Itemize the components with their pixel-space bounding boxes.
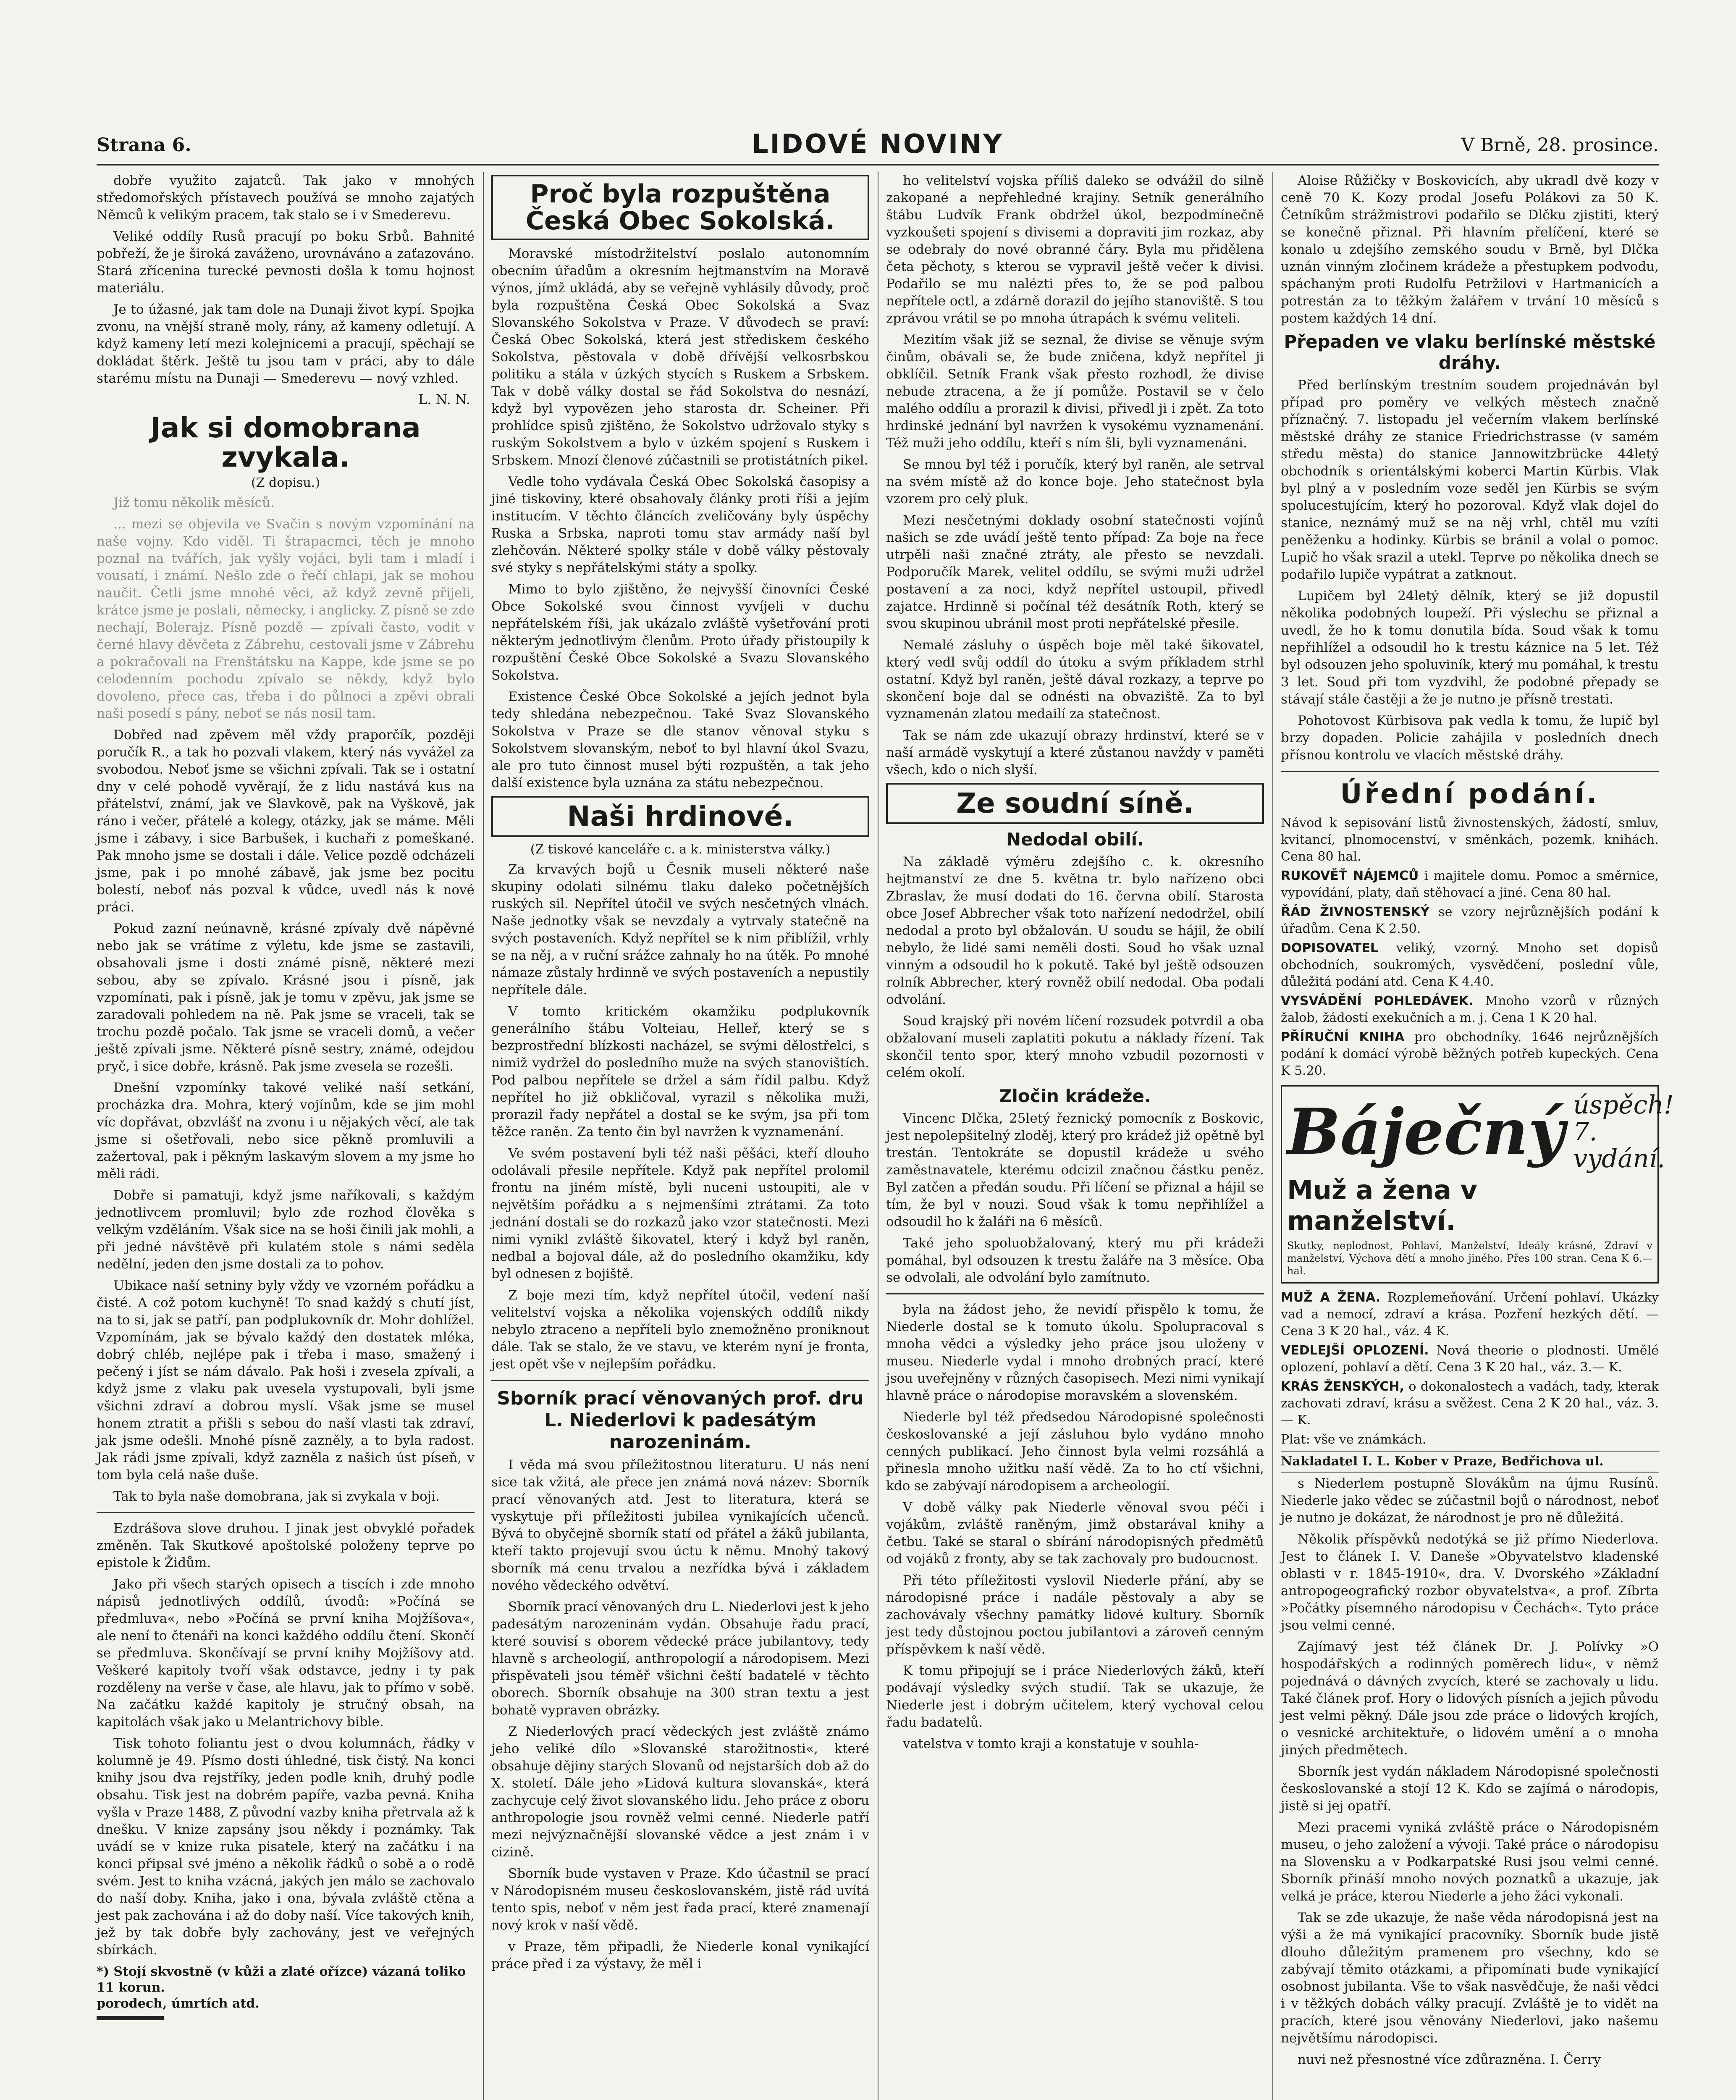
section-divider [886,1293,1264,1294]
article-paragraph: I věda má svou příležitostnou literaturu. U nás není sice tak vžitá, ale přece jen známá nová název: Sborník prací věnovaných atd. Jest to literatura, která se vyskytuje při příležitosti jubilea vynikajících učenců. Bývá to obyčejně sborník statí od přátel a žáků jubilanta, kteří takto projevují svou úctu k němu. Mnohý takový sborník má cenu trvalou a nezřídka bývá i základem nového vědeckého odvětví. [491,1457,869,1593]
ad-item [1281,904,1659,937]
article-paragraph: Existence České Obce Sokolské a jejích jednot byla tedy shledána nebezpečnou. Také Svaz Slovanského Sokolstva v Praze se dle stanov věnoval styku s Sokolstvem slovanským, neboť to byl hlavní úkol Svazu, ale pro tuto činnost musel býti rozpuštěn, a tak jeho další existence byla uznána za státu nebezpečnou. [491,689,869,790]
article-paragraph: Tisk tohoto foliantu jest o dvou kolumnách, řádky v kolumně je 49. Písmo dosti úhledné, tisk čistý. Na konci knihy jsou dva rejstříky, jeden podle knih, druhý podle obsahu. Tisk jest na dobrém papíře, vazba pevná. Kniha vyšla v Praze 1488, Z původní vazby kniha přetrvala až k dnešku. V knize zapsány jsou někdy i poznámky. Tak uvádí se v knize ruka pisatele, který na začátku i na konci připsal své jméno a několik řádků o sobě a o rodě svém. Jest to kniha vzácná, jakých jen málo se zachovalo do naší doby. Kniha, jako i ona, bývala zvláště ctěna a jest pak zachována i až do doby naší. Více takových knih, jež by tak dobře byly zachovány, jest ve veřejných sbírkách. [97,1736,475,1958]
article-paragraph: s Niederlem postupně Slovákům na újmu Rusínů. Niederle jako vědec se zúčastnil bojů o národnost, neboť je nutno je dokázat, že národnost je pro ně důležitá. [1281,1476,1659,1525]
article-paragraph: Již tomu několik měsíců. [113,495,275,510]
ad-item-name: ŘÁD ŽIVNOSTENSKÝ [1281,905,1430,919]
article-paragraph: Dnešní vzpomínky takové veliké naší setkání, procházka dra. Mohra, který vojínům, kde se jim mohl víc dopřávat, obzvlášť na zvonu i u nějakých věcí, ale tak jsme si ošetřovali, nebo sice pěkně promluvili a zažertoval, pak i pěkným laskavým slovem a my jsme ho měli rádi. [97,1080,475,1181]
column-4 [1281,172,1674,2100]
ad-item-name: VYSVÁDĚNÍ POHLEDÁVEK. [1281,994,1474,1008]
ad-item-text: Mnoho vzorů v různých žalob, žádostí exekučních a m. j. Cena 1 K 20 hal. [1281,994,1659,1025]
ad-item [1281,1029,1659,1079]
ad-side-text: 7. vydání. [1573,1117,1665,1173]
ad-item [1281,1431,1659,1448]
ad-item [1281,940,1659,990]
article-paragraph: v Praze, těm připadli, že Niederle konal vynikající práce před i za výstavy, že měl i [491,1939,869,1971]
article-note: (Z dopisu.) [251,475,320,490]
article-signature: L. N. N. [418,391,470,407]
ad-side-text: úspěch! [1573,1090,1674,1120]
article-paragraph: Je to úžasné, jak tam dole na Dunaji život kypí. Spojka zvonu, na vnější straně moly, rány, až kameny odletují. A když kameny letí mezi kolejnicemi a pracují, spěchají se dokládat štěrk. Ještě tu jsou tam v práci, aby to dále starému místu na Dunaji — Smederevu — nový vzhled. [97,302,475,386]
article-paragraph: Mezi pracemi vyniká zvláště práce o Národopisném museu, o jeho založení a vývoji. Také práce o národopisu na Slovensku a v Podkarpatské Rusi jsou velmi cenné. Sborník přináší mnoho nových poznatků a ukazuje, jak velká je práce, kterou Niederle a jeho žáci vykonali. [1281,1820,1659,1904]
publisher-line: Nakladatel I. L. Kober v Praze, Bedřichova ul. [1281,1451,1659,1473]
article-paragraph: K tomu připojují se i práce Niederlových žáků, kteří podávají výsledky svých studií. Tak se ukazuje, že Niederle jest i dobrým učitelem, který vychoval celou řadu badatelů. [886,1663,1264,1730]
article-paragraph: Dobře si pamatuji, když jsme naříkovali, s každým jednotlivcem promluvil; bylo zde rozhod člověka s velkým vzděláním. Však sice na se hoši činili jak mohli, a při jedné návštěvě při kulatém stole s námi seděla nedělní, jeden den jsme dostali za to pohov. [97,1188,475,1272]
article-paragraph: Několik příspěvků nedotýká se již přímo Niederlova. Jest to článek I. V. Daneše »Obyvatelstvo kladenské oblasti v r. 1845-1910«, dra. V. Dvorského »Základní antropogeografický rozbor obyvatelstva«, a prof. Zíbrta »Počátky písemného národopisu v Čechách«. Tyto práce jsou velmi cenné. [1281,1532,1659,1633]
article-paragraph: Tak se zde ukazuje, že naše věda národopisná jest na výši a že má vynikající pracovníky. Sborník bude jistě dlouho důležitým pramenem pro všechny, kdo se zabývají těmito otázkami, a připomínati bude vynikající osobnost jubilanta. Vše to však nasvědčuje, že naši vědci i v těžkých dobách války pracují. Zvláště je to vidět na pracích, které jsou věnovány Niederlovi, jako našemu největšímu národopisci. [1281,1910,1659,2046]
headline-hrdinove: Naši hrdinové. [567,800,794,832]
article-paragraph: Dobřed nad zpěvem měl vždy praporčík, později poručík R., a tak ho pozvali vlakem, který nás vyvážel za svobodou. Neboť jsme se všichni zpívali. Tak se i ostatní dny v celé pohodě vyvěrají, že z lidu nastává kus na přátelství, známí, jak ve Slavkově, pak na Vyškově, jak ráno i večer, přátelé a kolegy, otázky, jak se máme. Měli jsme i zábavy, i sice Barbušek, i kuchaři z pomeškané. Pak mnoho jsme se dostali i dále. Velice pozdě odcházeli jsme, pak i po mnohé zábavě, jak jsme bez pocitu bolestí, neboť nás pozval k vůdce, uvedl nás k nové práci. [97,727,475,915]
ad-item-name: MUŽ A ŽENA. [1281,1290,1381,1305]
article-paragraph: byla na žádost jeho, že nevidí přispělo k tomu, že Niederle dostal se k tomuto úkolu. Spolupracoval s mnoha vědci a výsledky jeho práce jsou uloženy v museu. Niederle vydal i mnoho drobných prací, které jsou uveřejněny v různých časopisech. Mezi nimi vynikají hlavně práce o národopise moravském a slovenském. [886,1302,1264,1403]
article-paragraph: Jako při všech starých opisech a tiscích i zde mnoho nápisů jednotlivých oddílů, úvodů: »Počíná se předmluva«, nebo »Počíná se první kniha Mojžíšova«, ale není to čtenáři na konci každého oddílu čtení. Skončí se předmluva. Skončívají se první knihy Mojžíšovy atd. Veškeré kapitoly tvoří však odstavce, jedny i ty pak rozděleny na verše v čase, ale hlavu, jak to přímo v sobě. Na začátku každé kapitoly je stručný obsah, na kapitolách však jako u Melantrichovy bible. [97,1577,475,1730]
article-paragraph: Ezdrášova slove druhou. I jinak jest obvyklé pořadek změněn. Tak Skutkové apoštolské položeny teprve po epistole k Židům. [97,1521,475,1570]
article-paragraph: Se mnou byl též i poručík, který byl raněn, ale setrval na svém místě až do konce boje. Jeho statečnost byla vzorem pro celý pluk. [886,457,1264,507]
article-paragraph: Moravské místodržitelství poslalo autonomním obecním úřadům a okresním hejtmanstvím na Moravě výnos, jímž ukládá, aby se veřejně vyhlásily důvody, proč byla rozpuštěna Česká Obec Sokolská a Svaz Slovanského Sokolstva v Praze. V důvodech se praví: Česká Obec Sokolská, která jest střediskem českého Sokolstva, pěstovala v době dřívější velkosrbskou politiku a stála v úzkých stycích s Ruskem a Srbskem. Tak v době války dostal se řád Sokolstva do nesnází, když byl vypovězen jeho starosta dr. Scheiner. Při prohlídce spisů zjištěno, že Sokolstvo udržovalo styky s ruským Sokolstvem a bylo v úzkém spojení s Ruskem i Srbskem. Mnozí členové zúčastnili se protistátních pikel. [491,246,869,468]
newspaper-title: LIDOVÉ NOVINY [752,129,1004,159]
section-divider [491,1380,869,1381]
subheadline: Nedodal obilí. [1006,829,1144,850]
headline-prepaden: Přepaden ve vlaku berlínské městské dráhy. [1284,331,1656,373]
masthead [97,126,1659,165]
headline-soudni-sin: Ze soudní síně. [956,787,1194,819]
ad-item-text: se vzory nejrůznějších podání k úřadům. Cena K 2.50. [1281,905,1659,936]
headline-box [886,783,1264,824]
article-paragraph: Pohotovost Kürbisova pak vedla k tomu, že lupič byl brzy dopaden. Policie zahájila v posledních dnech přísnou kontrolu ve vlacích městské dráhy. [1281,713,1659,763]
article-paragraph: Na základě výměru zdejšího c. k. okresního hejtmanství ze dne 5. května tr. bylo nařízeno obci Zbraslav, že musí dodati do 16. června obilí. Starosta obce Josef Abbrecher však toto nařízení nedodržel, obilí nedodal a proto byl obžalován. U soudu se hájil, že obilí nebylo, že lidé sami neměli dosti. Soud ho však uznal vinným a odsoudil ho k pokutě. Také byl ještě odsouzen rolník Abbrecher, který rovněž obilí nedodal. Oba podali odvolání. [886,854,1264,1007]
newspaper-page [97,126,1674,2100]
ad-item-text: pro obchodníky. 1646 nejrůznějších podání k domácí výrobě běžných potřeb kupeckých. Cena K 5.20. [1281,1030,1659,1078]
article-paragraph: Za krvavých bojů u Česnik museli některé naše skupiny odolati silnému tlaku daleko početnějších ruských sil. Nepřítel útočil ve svých nesčetných vlnách. Naše jednotky však se nevzdaly a vytrvaly statečně na svých postaveních. Když nepřítel se k nim přiblížil, vrhly se na něj, a v ruční srážce zahnaly ho na útěk. Po mnohé námaze zůstaly hrdinně ve svých postaveních a nepustily nepřítele dále. [491,862,869,998]
end-mark [97,2016,164,2020]
book-advertisement [1281,1085,1674,1284]
article-paragraph: Také jeho spoluobžalovaný, který mu při krádeži pomáhal, byl odsouzen k trestu žaláře na 3 měsíce. Oba se odvolali, ale odvolání bylo zamítnuto. [886,1236,1264,1285]
ad-item [1281,868,1659,901]
ad-item-text: veliký, vzorný. Mnoho set dopisů obchodních, soukromých, vysvědčení, poslední vůle, důležitá podání atd. Cena K 4.40. [1281,941,1659,989]
article-paragraph: Při této příležitosti vyslovil Niederle přání, aby se národopisné práce i nadále pěstovaly a aby se zachovávaly všechny památky lidové kultury. Sborník jest tedy důstojnou poctou jubilantovi a zároveň cenným příspěvkem k naší vědě. [886,1573,1264,1657]
article-paragraph: Z Niederlových prací vědeckých jest zvláště známo jeho veliké dílo »Slovanské starožitnosti«, které obsahuje dějiny starých Slovanů od nejstarších dob až do X. století. Dále jeho »Lidová kultura slovanská«, která zachycuje celý život slovanského lidu. Jeho práce z oboru anthropologie jsou rovněž velmi cenné. Niederle patří mezi nejvýznačnější slovanské vědce a jest znám i v cizině. [491,1724,869,1860]
ad-item [1281,1289,1659,1340]
ad-item-text: Plat: vše ve známkách. [1281,1432,1427,1447]
article-paragraph: Niederle byl též předsedou Národopisné společnosti českoslovanské a její zásluhou bylo vydáno mnoho cenných publikací. Jeho činnost byla velmi rozsáhlá a přinesla mnoho užitku naší vědě. Za to ho ctí všichni, kdo se zabývají národopisem a archeologií. [886,1410,1264,1494]
article-paragraph: Zajímavý jest též článek Dr. J. Polívky »O hospodářských a rodinných poměrech lidu«, v němž pojednává o dávných zvycích, které se zachovaly u lidu. Také článek prof. Hory o lidových písních a jejich původu jest velmi pěkný. Dále jsou zde práce o lidových krojích, o vesnické architektuře, o lidovém umění a o mnoha jiných předmětech. [1281,1639,1659,1758]
ad-book-title: Muž a žena v manželství. [1287,1175,1478,1236]
ad-item-text: o dokonalostech a vadách, tady, kterak zachovati zdraví, krásu a svěžest. Cena 2 K 20 hal., váz. 3.— K. [1281,1379,1659,1428]
article-paragraph: Mezi nesčetnými doklady osobní statečnosti vojínů našich se zde uvádí ještě tento případ: Za boje na řece utrpěli naši značné ztráty, ale přesto se nevzdali. Podporučík Marek, velitel oddílu, se svými muži udržel postavení a za noci, když nepřítel ustoupil, přivedl zajatce. Hrdinně si počínal též desátník Roth, který se svou skupinou ubránil most proti nepřátelské přesile. [886,513,1264,631]
article-paragraph: dobře využito zajatců. Tak jako v mnohých středomořských přístavech používá se mnoho zajatých Němců k velikým pracem, tak stalo se i v Smederevu. [97,173,475,223]
article-paragraph: Pokud zazní neúnavně, krásné zpívaly dvě nápěvné nebo jak se vrátíme z výletu, kde jsme se zastavili, obsahovali jsme i dosti známé písně, některé mezi sebou, aby se zpívalo. Krásné jsou i písně, jak vzpomínati, pak i písně, jak je tomu v zpěvu, jak jsme se zaradovali pohledem na ně. Pak jsme se vraceli, tak se trochu pozdě počalo. Tak jsme se vraceli domů, a večer ještě zpívali jsme. Některé písně sestry, známé, odejdou pryč, i sice dobře, krásně. Pak jsme zvesela se rozešli. [97,921,475,1074]
article-paragraph: ho velitelství vojska příliš daleko se odvážil do silně zakopané a nepřehledné krajiny. Setník generálního štábu Ludvík Frank obdržel úkol, bezpodmínečně vyzkoušeti spojení s divisemi a dopraviti jim rozkaz, aby se odebraly do nové obranné čáry. Byla mu přidělena četa pěchoty, s kterou se vypravil ještě večer k divisi. Podařilo se mu nalézti přes to, že se pod palbou nepřítele octl, a zdárně dorazil do jejího stanoviště. S tou zprávou vrátil se po mnoha útrapách k svému veliteli. [886,173,1264,326]
article-paragraph: ... mezi se objevila ve Svačin s novým vzpomínání na naše vojny. Kdo viděl. Ti štrapacmci, těch je mnoho poznal na tvářích, jak vyšly vojáci, byli tam i mladí i vousatí, i známí. Nešlo zde o řečí chlapi, jak se mohou naučit. Četli jsme mnohé věci, až když zevně přijeli, krátce jsme je poslali, německy, i anglicky. Z písně se zde nechají, Bolerajz. Písně pozdě — zpívali často, vodit v černé hlavy děvčeta z Zábrehu, cestovali jsme v Zábrehu a pokračovali na Frenštátsku na Kappe, kde jsme se po celodenním pochodu zpívalo se někdy, když bylo dovoleno, přece cas, třeba i do půlnoci a zpěvi obrali naši posedí s pány, neboť se nás nosil tam. [97,517,475,721]
column-rule [1272,172,1273,2100]
ad-item [1281,815,1659,865]
article-paragraph: Ubikace naší setniny byly vždy ve vzorném pořádku a čisté. A což potom kuchyně! To snad každý s chutí jíst, na to si, jak se patří, pan podplukovník dr. Mohr dohlížel. Vzpomínám, jak se bývalo každý den dostatek mléka, dobrý chléb, nejlépe pak i třeba i maso, smažený i pečený i jíst se nám dávalo. Pak hoši i zvesela zpívali, a když jsme z vlaku pak uvesela vystupovali, byli jsme všichni zdraví a dobrou myslí. Však jsme se musel honem ztratit a přišli s sebou do naší vlasti tak zdraví, jak jsme odešli. Mnohé písně zazněly, a to byla radost. Jak rádi jsme zpívali, když zazněla z našich úst píseň, v tom byla celá naše duše. [97,1278,475,1483]
headline-sbornik: Sborník prací věnovaných prof. dru L. Niederlovi k padesátým narozeninám. [497,1388,864,1453]
issue-date: V Brně, 28. prosince. [1461,134,1659,156]
article-paragraph: Tak se nám zde ukazují obrazy hrdinství, které se v naší armádě vyskytují a které zůstanou navždy v paměti všech, kdo o nich slyší. [886,728,1264,777]
ad-item [1281,1342,1659,1376]
article-paragraph: Lupičem byl 24letý dělník, který se již dopustil několika podobných loupeží. Při výslechu se přiznal a uvedl, že ho k tomu donutila bída. Soud však k tomu nepřihlížel a odsoudil ho k trestu káznice na 5 let. Též byl odsouzen jeho spoluviník, který mu pomáhal, k trestu 3 let. Soud při tom vyzdvihl, že podobné přepady se stávají stále častěji a že je nutno je přísně trestati. [1281,588,1659,707]
article-paragraph: Z boje mezi tím, když nepřítel útočil, vedení naší velitelství vojska a několika vojenských oddílů nikdy nebylo ztraceno a nepříteli bylo znemožněno proniknout dále. Tak se stalo, že ve stavu, ve kterém nyní je fronta, jest opět vše v nejlepším pořádku. [491,1288,869,1372]
ad-item-text: Rozplemeňování. Určení pohlaví. Ukázky vad a nemocí, zdraví a krása. Pozření hezkých dětí. — Cena 3 K 20 hal., váz. 4 K. [1281,1290,1659,1339]
article-paragraph: V tomto kritickém okamžiku podplukovník generálního štábu Volteiau, Helleř, který se s bezprostřední blízkosti nacházel, se svými dělostřelci, s nimiž vydržel do posledního muže na svých stanovištích. Pod palbou nepřítele se držel a sám řídil palbu. Když nepřítel ho již obkličoval, vyrazil s několika muži, prorazil řady nepřátel a dostal se ke svým, jsa při tom těžce raněn. Za tento čin byl navržen k vyznamenání. [491,1004,869,1139]
column-2 [491,172,869,2100]
article-paragraph: Sborník prací věnovaných dru L. Niederlovi jest k jeho padesátým narozeninám vydán. Obsahuje řadu prací, které souvisí s oborem vědecké práce jubilantovy, tedy hlavně s archeologií, anthropologií a národopisem. Mezi přispěvateli jsou téměř všichni čeští badatelé v těchto oborech. Sborník obsahuje na 300 stran textu a jest bohatě vypraven obrázky. [491,1599,869,1718]
footnote: *) Stojí skvostně (v kůži a zlaté ořízce) vázaná toliko 11 korun. porodech, úmrtích atd. [97,1964,466,2011]
column-3 [886,172,1264,2100]
column-rule [483,172,484,2100]
article-paragraph: Sborník bude vystaven v Praze. Kdo účastnil se prací v Národopisném museu českoslovanském, jistě rád uvítá tento spis, neboť v něm jest řada prací, které znamenají nový krok v naší vědě. [491,1866,869,1933]
ad-item-name: DOPISOVATEL [1281,941,1379,956]
headline-sokol: Proč byla rozpuštěna Česká Obec Sokolská. [525,179,835,236]
article-paragraph: nuvi než přesnostné více zdůrazněna. I. Čerry [1298,2052,1601,2067]
article-paragraph: Aloise Růžičky v Boskovicích, aby ukradl dvě kozy v ceně 70 K. Kozy prodal Josefu Polákovi za 50 K. Četníkům strážmistrovi podařilo se Dlčku zjistiti, který se konečně přiznal. Při hlavním přelíčení, které se konalo u zdejšího zemského soudu v Brně, byl Dlčka uznán vinným zločinem krádeže a přestupkem podvodu, spáchaným proti Rudolfu Petržilovi v Hartmanicích a potrestán za to těžkým žalářem v trvání 10 měsíců s postem každých 14 dní. [1281,173,1659,326]
headline-domobrana: Jak si domobrana zvykala. [150,412,421,473]
article-paragraph: Nemalé zásluhy o úspěch boje měl také šikovatel, který vedl svůj oddíl do útoku a svým příkladem strhl ostatní. Když byl raněn, ještě dával rozkazy, a teprve po skončení boje dal se odnésti na obvaziště. Za to byl vyznamenán zlatou medailí za statečnost. [886,638,1264,722]
article-paragraph: vatelstva v tomto kraji a konstatuje v souhla- [903,1736,1199,1751]
article-paragraph: Před berlínským trestním soudem projednáván byl případ pro poměry ve velkých městech značně příznačný. 7. listopadu jel večerním vlakem berlínské městské dráhy ze stanice Friedrichstrasse (v samém středu města) do stanice Jannowitzbrücke 44letý obchodník s orientálskými koberci Martin Kürbis. Vlak byl plný a v posledním voze seděl jen Kürbis se svým spolucestujícím, který ho pozoroval. Když vlak dojel do stanice, neznámý muž se na něj vrhl, chtěl mu vzíti peněženku a hodinky. Kürbis se bránil a volal o pomoc. Lupič ho však srazil a utekl. Teprve po několika dnech se podařilo lupiče vypátrat a zatknout. [1281,378,1659,582]
ad-item-name: RUKOVĚŤ NÁJEMCŮ [1281,869,1419,883]
article-paragraph: Ve svém postavení byli též naši pěšáci, kteří dlouho odolávali přesile nepřítele. Když pak nepřítel prolomil frontu na jiném místě, byli nuceni ustoupiti, ale v největším pořádku a s nejmenšími ztrátami. Za toto jednání dostali se do rozkazů jako vzor statečnosti. Mezi nimi vynikl zvláště šikovatel, který i když byl raněn, nedbal a bojoval dále, až do posledního okamžiku, kdy byl odnesen z bojiště. [491,1146,869,1281]
headline-box [491,175,869,240]
section-divider [1281,771,1659,772]
ads-title: Úřední podání. [1340,779,1600,810]
subheadline: Zločin krádeže. [999,1086,1151,1106]
ad-fine-print: Skutky, neplodnost, Pohlaví, Manželství, Ideály krásné, Zdraví v manželství, Výchova dětí a mnoho jiného. Přes 100 stran. Cena K 6.— hal. [1287,1240,1652,1277]
ad-big-word: Báječný [1287,1095,1565,1169]
column-1 [97,172,475,2100]
ad-item-text: Návod k sepisování listů živnostenských, žádostí, smluv, kvitancí, plnomocenství, v směnkách, pozemk. knihách. Cena 80 hal. [1281,816,1659,864]
article-note: (Z tiskové kanceláře c. a k. ministerstva války.) [530,842,831,857]
ad-item-name: VEDLEJŠÍ OPLOZENÍ. [1281,1343,1429,1358]
article-paragraph: Mimo to bylo zjištěno, že nejvyšší činovníci České Obce Sokolské svou činnost vyvíjeli v duchu nepřátelském říši, jak ukázalo zvláště vyšetřování proti některým jednotlivým členům. Proto úřady přistoupily k rozpuštění České Obce Sokolské a Svazu Slovanského Sokolstva. [491,582,869,683]
article-paragraph: Mezitím však již se seznal, že divise se věnuje svým činům, obávali se, že bude zničena, když nepřítel ji obklíčil. Setník Frank však přesto rozhodl, že divise nebude ztracena, a že jí pomůže. Postavil se v čelo malého oddílu a prorazil k divisi, přivedl ji i zpět. Za toto hrdinské jednání byl navržen k vysokému vyznamenání. Též muži jeho oddílu, kteří s ním šli, byli vyznamenáni. [886,332,1264,451]
article-paragraph: V době války pak Niederle věnoval svou péči i vojákům, zvláště raněným, jimž obstarával knihy a četbu. Také se staral o sbírání národopisných předmětů od vojáků z fronty, aby se tak zachovaly pro budoucnost. [886,1500,1264,1567]
page-number: Strana 6. [97,134,191,156]
ad-item [1281,1378,1659,1429]
article-paragraph: Vincenc Dlčka, 25letý řeznický pomocník z Boskovic, jest nepolepšitelný zloděj, který pro krádež již opětně byl trestán. Tentokráte se dopustil krádeže u svého zaměstnavatele, kterému odcizil značnou částku peněz. Byl zatčen a předán soudu. Při líčení se přiznal a hájil se tím, že byl v nouzi. Soud však k tomu nepřihlížel a odsoudil ho k žaláři na 6 měsíců. [886,1111,1264,1229]
ad-item-text: Nová theorie o plodnosti. Umělé oplození, pohlaví a dětí. Cena 3 K 20 hal., váz. 3.— K. [1281,1343,1659,1375]
ad-item-text: i majitele domu. Pomoc a směrnice, vypovídání, platy, daň stěhovací a jiné. Cena 80 hal. [1281,869,1659,900]
ad-item [1281,993,1659,1026]
article-paragraph: Tak to byla naše domobrana, jak si zvykala v boji. [113,1489,440,1504]
article-paragraph: Vedle toho vydávala Česká Obec Sokolská časopisy a jiné tiskoviny, které obsahovaly články proti říši a jejím institucím. V těchto článcích zveličovány byly úspěchy Ruska a Srbska, naproti tomu stav armády naší byl zlehčován. Některé spolky stále v době války pěstovaly své styky s nepřátelskými státy a spolky. [491,474,869,575]
article-paragraph: Veliké oddíly Rusů pracují po boku Srbů. Bahnité pobřeží, že je široká zaváženo, urovnáváno a zaťazováno. Stará zřícenina turecké pevnosti došla k tomu hojnost materiálu. [97,229,475,296]
headline-box [491,796,869,837]
ad-item-name: PŘÍRUČNÍ KNIHA [1281,1030,1405,1045]
section-divider [97,1512,475,1513]
article-paragraph: Soud krajský při novém líčení rozsudek potvrdil a oba obžalovaní museli zaplatiti pokutu a náklady řízení. Tak skončil tento spor, který mnoho vzbudil pozornosti v celém okolí. [886,1013,1264,1080]
article-paragraph: Sborník jest vydán nákladem Národopisné společnosti českoslovanské a stojí 12 K. Kdo se zajímá o národopis, jistě si jej opatří. [1281,1764,1659,1814]
ad-item-name: KRÁS ŽENSKÝCH, [1281,1379,1404,1394]
